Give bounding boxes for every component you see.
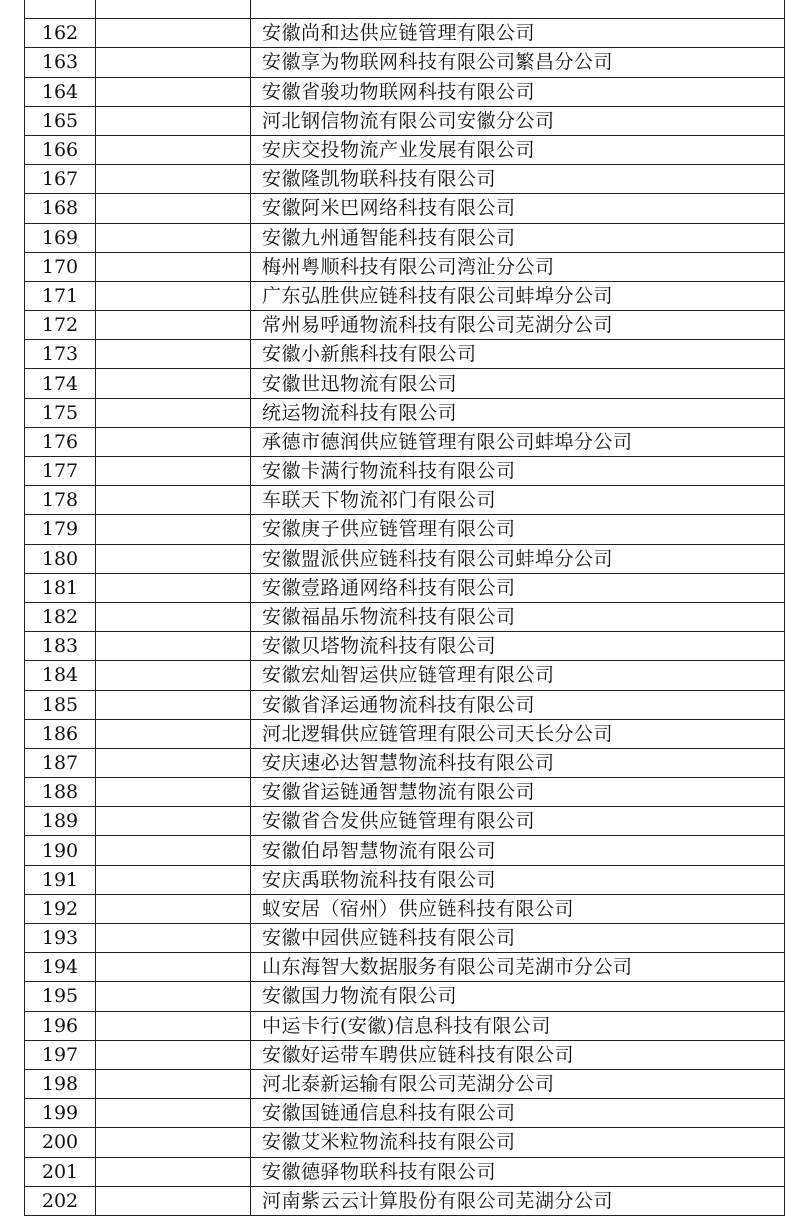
row-number-cell: 177: [25, 457, 96, 486]
company-name-cell: 安徽尚和达供应链管理有限公司: [251, 19, 785, 48]
company-name-cell: 河北逻辑供应链管理有限公司天长分公司: [251, 719, 785, 748]
company-name-cell: 安庆禹联物流科技有限公司: [251, 865, 785, 894]
company-name-cell: 安徽省泽运通物流科技有限公司: [251, 690, 785, 719]
row-number-cell: 202: [25, 1186, 96, 1215]
company-name-cell: 河北泰新运输有限公司芜湖分公司: [251, 1069, 785, 1098]
company-name-cell: 安徽壹路通网络科技有限公司: [251, 573, 785, 602]
row-number-cell: 166: [25, 135, 96, 164]
row-number-cell: 175: [25, 398, 96, 427]
table-row: [25, 924, 785, 953]
row-number-cell: 176: [25, 427, 96, 456]
company-name-cell: 安徽贝塔物流科技有限公司: [251, 632, 785, 661]
company-name-cell: [251, 0, 785, 19]
company-name-cell: 安徽隆凯物联科技有限公司: [251, 165, 785, 194]
table-row: [25, 894, 785, 923]
table-row: [25, 1099, 785, 1128]
table-row: [25, 982, 785, 1011]
company-name-cell: 安徽福晶乐物流科技有限公司: [251, 602, 785, 631]
company-name-cell: 安徽盟派供应链科技有限公司蚌埠分公司: [251, 544, 785, 573]
category-cell: [96, 602, 251, 631]
row-number-cell: 162: [25, 19, 96, 48]
table-row: [25, 1128, 785, 1157]
company-name-cell: 安徽省运链通智慧物流有限公司: [251, 778, 785, 807]
company-name-cell: 安徽宏灿智运供应链管理有限公司: [251, 661, 785, 690]
row-number-cell: 201: [25, 1157, 96, 1186]
company-list-table: [24, 0, 785, 1216]
table-row: [25, 836, 785, 865]
category-cell: [96, 1157, 251, 1186]
company-name-cell: 安徽阿米巴网络科技有限公司: [251, 194, 785, 223]
row-number-cell: 170: [25, 252, 96, 281]
company-name-cell: 安徽国力物流有限公司: [251, 982, 785, 1011]
table-row: [25, 632, 785, 661]
company-name-cell: 广东弘胜供应链科技有限公司蚌埠分公司: [251, 281, 785, 310]
row-number-cell: 173: [25, 340, 96, 369]
table-row: [25, 1040, 785, 1069]
row-number-cell: 168: [25, 194, 96, 223]
category-cell: [96, 223, 251, 252]
category-cell: [96, 632, 251, 661]
table-row: [25, 544, 785, 573]
company-name-cell: 安徽世迅物流有限公司: [251, 369, 785, 398]
row-number-cell: 190: [25, 836, 96, 865]
company-name-cell: 安徽卡满行物流科技有限公司: [251, 457, 785, 486]
row-number-cell: 189: [25, 807, 96, 836]
row-number-cell: 178: [25, 486, 96, 515]
category-cell: [96, 836, 251, 865]
table-row: [25, 281, 785, 310]
category-cell: [96, 77, 251, 106]
row-number-cell: 197: [25, 1040, 96, 1069]
category-cell: [96, 515, 251, 544]
row-number-cell: 191: [25, 865, 96, 894]
category-cell: [96, 1069, 251, 1098]
company-name-cell: 承德市德润供应链管理有限公司蚌埠分公司: [251, 427, 785, 456]
category-cell: [96, 1040, 251, 1069]
row-number-cell: 172: [25, 311, 96, 340]
category-cell: [96, 340, 251, 369]
company-name-cell: 河北钢信物流有限公司安徽分公司: [251, 106, 785, 135]
company-name-cell: 安徽省合发供应链管理有限公司: [251, 807, 785, 836]
category-cell: [96, 252, 251, 281]
category-cell: [96, 719, 251, 748]
row-number-cell: 193: [25, 924, 96, 953]
table-row: [25, 398, 785, 427]
table-row: [25, 865, 785, 894]
company-name-cell: 安徽中园供应链科技有限公司: [251, 924, 785, 953]
company-name-cell: 安徽省骏功物联网科技有限公司: [251, 77, 785, 106]
company-name-cell: 山东海智大数据服务有限公司芜湖市分公司: [251, 953, 785, 982]
table-row: [25, 0, 785, 19]
category-cell: [96, 48, 251, 77]
category-cell: [96, 369, 251, 398]
company-name-cell: 安徽小新熊科技有限公司: [251, 340, 785, 369]
company-name-cell: 安徽艾米粒物流科技有限公司: [251, 1128, 785, 1157]
row-number-cell: 196: [25, 1011, 96, 1040]
row-number-cell: 186: [25, 719, 96, 748]
category-cell: [96, 894, 251, 923]
table-row: [25, 77, 785, 106]
company-name-cell: 中运卡行(安徽)信息科技有限公司: [251, 1011, 785, 1040]
table-row: [25, 194, 785, 223]
row-number-cell: 185: [25, 690, 96, 719]
row-number-cell: 165: [25, 106, 96, 135]
category-cell: [96, 106, 251, 135]
table-row: [25, 48, 785, 77]
table-row: [25, 953, 785, 982]
category-cell: [96, 544, 251, 573]
row-number-cell: 163: [25, 48, 96, 77]
row-number-cell: 183: [25, 632, 96, 661]
company-name-cell: 安徽九州通智能科技有限公司: [251, 223, 785, 252]
category-cell: [96, 748, 251, 777]
table-row: [25, 135, 785, 164]
company-name-cell: 河南紫云云计算股份有限公司芜湖分公司: [251, 1186, 785, 1215]
category-cell: [96, 778, 251, 807]
table-row: [25, 252, 785, 281]
table-row: [25, 515, 785, 544]
category-cell: [96, 398, 251, 427]
table-row: [25, 778, 785, 807]
category-cell: [96, 0, 251, 19]
company-name-cell: 梅州粤顺科技有限公司湾沚分公司: [251, 252, 785, 281]
row-number-cell: 181: [25, 573, 96, 602]
table-row: [25, 457, 785, 486]
table-row: [25, 602, 785, 631]
category-cell: [96, 194, 251, 223]
row-number-cell: 198: [25, 1069, 96, 1098]
category-cell: [96, 865, 251, 894]
table-row: [25, 661, 785, 690]
row-number-cell: 187: [25, 748, 96, 777]
company-name-cell: 安庆速必达智慧物流科技有限公司: [251, 748, 785, 777]
category-cell: [96, 661, 251, 690]
row-number-cell: 167: [25, 165, 96, 194]
category-cell: [96, 573, 251, 602]
category-cell: [96, 924, 251, 953]
company-name-cell: 常州易呼通物流科技有限公司芜湖分公司: [251, 311, 785, 340]
category-cell: [96, 311, 251, 340]
table-row: [25, 486, 785, 515]
company-list-table-container: [24, 0, 784, 1216]
table-row: [25, 311, 785, 340]
company-name-cell: 安庆交投物流产业发展有限公司: [251, 135, 785, 164]
table-row: [25, 223, 785, 252]
category-cell: [96, 807, 251, 836]
row-number-cell: 180: [25, 544, 96, 573]
row-number-cell: 192: [25, 894, 96, 923]
category-cell: [96, 1128, 251, 1157]
table-row: [25, 369, 785, 398]
table-row: [25, 165, 785, 194]
row-number-cell: 194: [25, 953, 96, 982]
row-number-cell: 182: [25, 602, 96, 631]
company-name-cell: 蚁安居（宿州）供应链科技有限公司: [251, 894, 785, 923]
category-cell: [96, 165, 251, 194]
table-row: [25, 19, 785, 48]
row-number-cell: 171: [25, 281, 96, 310]
table-row: [25, 719, 785, 748]
row-number-cell: 169: [25, 223, 96, 252]
company-name-cell: 安徽伯昂智慧物流有限公司: [251, 836, 785, 865]
category-cell: [96, 281, 251, 310]
table-row: [25, 340, 785, 369]
company-name-cell: 安徽德驿物联科技有限公司: [251, 1157, 785, 1186]
category-cell: [96, 19, 251, 48]
table-row: [25, 807, 785, 836]
company-name-cell: 安徽好运带车聘供应链科技有限公司: [251, 1040, 785, 1069]
company-name-cell: 车联天下物流祁门有限公司: [251, 486, 785, 515]
category-cell: [96, 135, 251, 164]
category-cell: [96, 1011, 251, 1040]
category-cell: [96, 982, 251, 1011]
category-cell: [96, 486, 251, 515]
company-name-cell: 安徽国链通信息科技有限公司: [251, 1099, 785, 1128]
company-name-cell: 安徽庚子供应链管理有限公司: [251, 515, 785, 544]
company-name-cell: 统运物流科技有限公司: [251, 398, 785, 427]
row-number-cell: 199: [25, 1099, 96, 1128]
category-cell: [96, 953, 251, 982]
table-row: [25, 1157, 785, 1186]
row-number-cell: [25, 0, 96, 19]
table-row: [25, 427, 785, 456]
row-number-cell: 188: [25, 778, 96, 807]
row-number-cell: 184: [25, 661, 96, 690]
row-number-cell: 164: [25, 77, 96, 106]
row-number-cell: 195: [25, 982, 96, 1011]
row-number-cell: 179: [25, 515, 96, 544]
table-row: [25, 1011, 785, 1040]
category-cell: [96, 690, 251, 719]
table-row: [25, 748, 785, 777]
table-row: [25, 573, 785, 602]
row-number-cell: 200: [25, 1128, 96, 1157]
category-cell: [96, 457, 251, 486]
row-number-cell: 174: [25, 369, 96, 398]
category-cell: [96, 1099, 251, 1128]
table-body: [25, 0, 785, 1215]
table-row: [25, 106, 785, 135]
table-row: [25, 690, 785, 719]
company-name-cell: 安徽享为物联网科技有限公司繁昌分公司: [251, 48, 785, 77]
table-row: [25, 1069, 785, 1098]
category-cell: [96, 427, 251, 456]
